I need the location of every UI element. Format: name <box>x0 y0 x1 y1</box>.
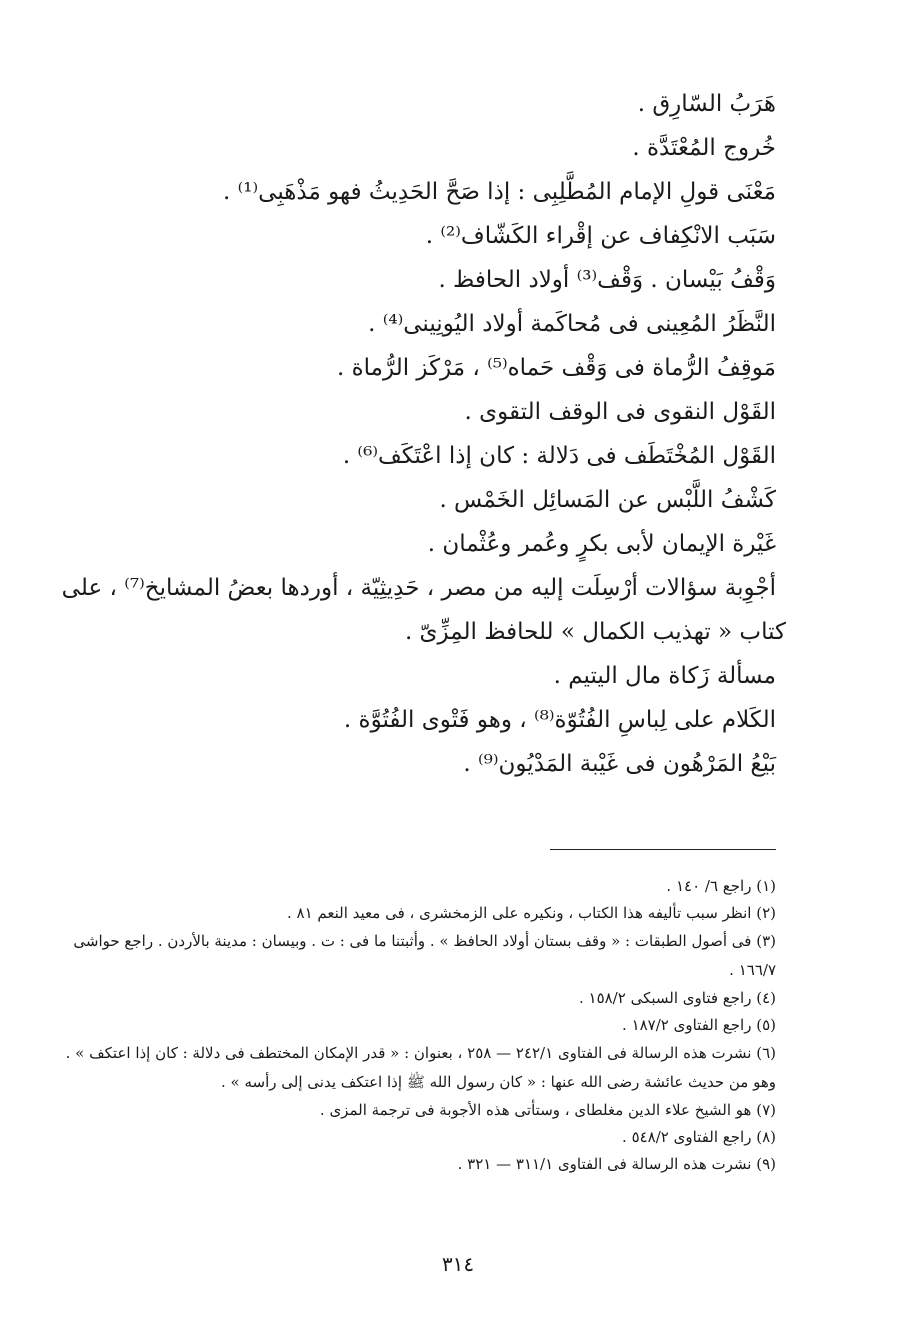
wrapped-line-2: كتاب « تهذيب الكمال » للحافظ المِزِّىّ . <box>404 619 786 645</box>
list-item: كَشْفُ اللَّبْس عن المَسائِل الخَمْس . <box>439 487 776 513</box>
list-item: الكَلام على لِباسِ الفُتُوّة⁽⁸⁾ ، وهو فَتْوى الفُتُوَّة . <box>343 707 776 733</box>
entries-list <box>60 82 786 786</box>
list-item: مسألة زَكاة مال اليتيم . <box>553 663 776 689</box>
list-item: مَعْنَى قولِ الإمام المُطَّلِبِى : إذا صَحَّ الحَدِيثُ فهو مَذْهَبِى⁽¹⁾ . <box>222 179 776 205</box>
list-item: هَرَبُ السّارِق . <box>637 91 776 117</box>
footnote: (١) راجع ٦/ ١٤٠ . <box>666 877 776 895</box>
footnote: (٦) نشرت هذه الرسالة فى الفتاوى ٢٤٢/١ — ٢٥٨ ، بعنوان : « قدر الإمكان المختطف فى دلالة : كان إذا اعتكف » . وهو من حديث عائشة رضى الله عنها : « كان رسول الله ﷺ إذا اعتكف يدنى إلى رأسه » . <box>65 1044 776 1091</box>
list-item: وَقْفُ بَيْسان . وَقْف⁽³⁾ أولاد الحافظ . <box>438 267 776 293</box>
page-number: ٣١٤ <box>441 1252 475 1276</box>
list-item: بَيْعُ المَرْهُون فى غَيْبة المَدْيُون⁽⁹⁾ . <box>463 751 776 777</box>
footnote: (٥) راجع الفتاوى ١٨٧/٢ . <box>622 1016 776 1034</box>
list-item-wrapped <box>60 566 786 654</box>
footnote: (٣) فى أصول الطبقات : « وقف بستان أولاد الحافظ » . وأثبتنا ما فى : ت . وبيسان : مدينة بالأردن . راجع حواشى ١٦٦/٧ . <box>73 932 776 979</box>
footnote: (٤) راجع فتاوى السبكى ١٥٨/٢ . <box>578 989 776 1007</box>
footnote: (٨) راجع الفتاوى ٥٤٨/٢ . <box>622 1128 776 1146</box>
footnote-divider <box>550 849 776 850</box>
list-item: القَوْل المُخْتَطَف فى دَلالة : كان إذا اعْتَكَف⁽⁶⁾ . <box>342 443 776 469</box>
footnote: (٧) هو الشيخ علاء الدين مغلطاى ، وستأتى هذه الأجوبة فى ترجمة المزى . <box>319 1101 776 1119</box>
list-item: النَّظَرُ المُعِينى فى مُحاكَمة أولاد اليُونِينى⁽⁴⁾ . <box>368 311 776 337</box>
wrapped-line-1: أجْوِبة سؤالات أرْسِلَت إليه من مصر ، حَدِيثِيّة ، أوردها بعضُ المشايخ⁽⁷⁾ ، على <box>61 575 776 601</box>
list-item: خُروج المُعْتَدَّة . <box>632 135 776 161</box>
list-item: سَبَب الانْكِفاف عن إقْراء الكَشّاف⁽²⁾ . <box>425 223 776 249</box>
footnotes-list <box>55 873 776 1178</box>
list-item: القَوْل النقوى فى الوقف التقوى . <box>464 399 776 425</box>
list-item: مَوقِفُ الرُّماة فى وَقْف حَماه⁽⁵⁾ ، مَرْكَز الرُّماة . <box>337 355 776 381</box>
footnote: (٢) انظر سبب تأليفه هذا الكتاب ، ونكيره على الزمخشرى ، فى معيد النعم ٨١ . <box>286 904 776 922</box>
list-item: غَيْرة الإيمان لأبى بكرٍ وعُمر وعُثْمان . <box>427 531 776 557</box>
footnote: (٩) نشرت هذه الرسالة فى الفتاوى ٣١١/١ — ٣٢١ . <box>457 1155 776 1173</box>
